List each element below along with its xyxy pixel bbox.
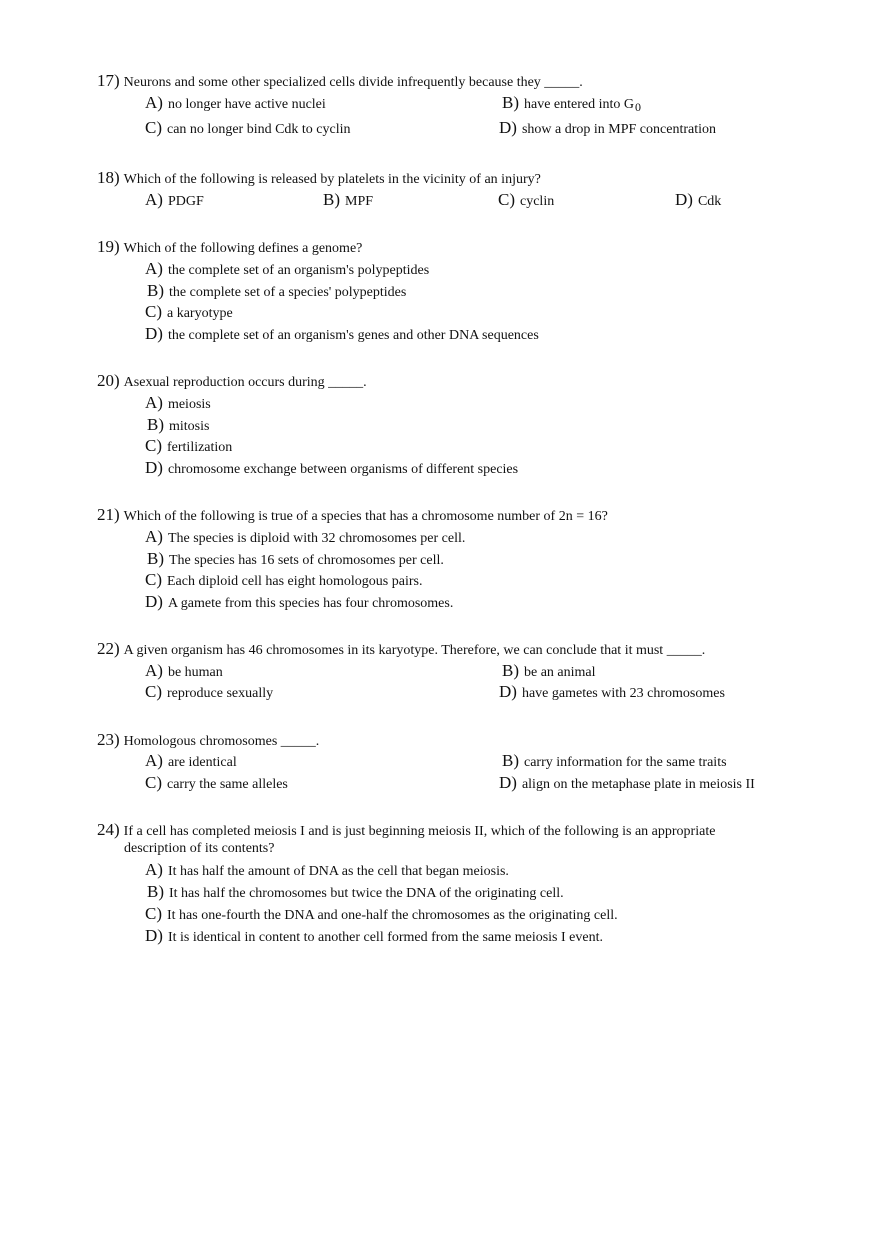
option-text: MPF: [345, 194, 374, 209]
option-text: a karyotype: [167, 306, 233, 321]
option-b[interactable]: [147, 883, 564, 902]
option-letter: A): [145, 259, 163, 278]
question-text: Which of the following is true of a species that has a chromosome number of 2n = 16?: [123, 509, 608, 524]
option-c[interactable]: [145, 905, 618, 924]
option-letter: D): [499, 773, 517, 792]
option-text: be human: [167, 665, 223, 680]
question-text: Neurons and some other specialized cells divide infrequently because they _____.: [123, 75, 583, 90]
option-d[interactable]: [145, 459, 518, 478]
question-number: 24): [97, 820, 120, 839]
option-text: have gametes with 23 chromosomes: [521, 686, 725, 701]
option-text: fertilization: [167, 440, 233, 455]
option-subscript: 0: [635, 100, 642, 114]
option-text: the complete set of an organism's polypeptides: [167, 263, 430, 278]
question-number: 17): [97, 71, 120, 90]
option-text: It is identical in content to another cell formed from the same meiosis I event.: [167, 930, 603, 945]
question-stem: [97, 238, 747, 257]
option-a[interactable]: [145, 861, 509, 880]
option-c[interactable]: [145, 774, 288, 793]
question-text: A given organism has 46 chromosomes in its karyotype. Therefore, we can conclude that it must _____.: [123, 643, 706, 658]
option-letter: C): [145, 682, 162, 701]
option-letter: B): [147, 415, 164, 434]
question-number: 21): [97, 505, 120, 524]
option-text: PDGF: [167, 194, 204, 209]
option-b[interactable]: [147, 550, 444, 569]
option-text: no longer have active nuclei: [167, 97, 326, 112]
option-letter: B): [147, 549, 164, 568]
question-stem: [97, 506, 747, 525]
option-a[interactable]: [145, 260, 429, 279]
option-text: can no longer bind Cdk to cyclin: [167, 122, 351, 137]
question-text: If a cell has completed meiosis I and is just beginning meiosis II, which of the following is an appropriate: [123, 824, 716, 839]
option-text: It has half the chromosomes but twice the DNA of the originating cell.: [169, 886, 564, 901]
option-letter: D): [675, 190, 693, 209]
question-text: Which of the following defines a genome?: [123, 241, 363, 256]
option-b[interactable]: [502, 94, 641, 113]
option-a[interactable]: [145, 94, 326, 113]
question-stem: [97, 731, 747, 750]
option-letter: D): [499, 682, 517, 701]
option-b[interactable]: [147, 416, 209, 435]
option-letter: A): [145, 393, 163, 412]
option-text: the complete set of a species' polypeptides: [169, 285, 407, 300]
option-c[interactable]: [498, 191, 554, 210]
option-text: It has one-fourth the DNA and one-half the chromosomes as the originating cell.: [167, 908, 618, 923]
option-letter: C): [145, 904, 162, 923]
question-stem: [97, 72, 747, 91]
option-b[interactable]: [323, 191, 373, 210]
option-letter: D): [145, 592, 163, 611]
option-b[interactable]: [147, 282, 406, 301]
option-letter: B): [502, 661, 519, 680]
option-letter: D): [145, 458, 163, 477]
option-d[interactable]: [499, 683, 725, 702]
option-letter: A): [145, 661, 163, 680]
question-stem: [97, 372, 747, 391]
option-d[interactable]: [499, 119, 716, 138]
option-text: the complete set of an organism's genes and other DNA sequences: [167, 328, 539, 343]
option-text: chromosome exchange between organisms of different species: [167, 462, 519, 477]
option-letter: B): [502, 93, 519, 112]
question-stem: [97, 640, 747, 659]
option-c[interactable]: [145, 119, 351, 138]
option-letter: B): [147, 882, 164, 901]
option-c[interactable]: [145, 437, 232, 456]
option-letter: B): [147, 281, 164, 300]
question-number: 22): [97, 639, 120, 658]
option-d[interactable]: [145, 325, 539, 344]
option-text: The species is diploid with 32 chromosomes per cell.: [167, 531, 466, 546]
option-d[interactable]: [675, 191, 721, 210]
option-a[interactable]: [145, 528, 465, 547]
option-a[interactable]: [145, 191, 204, 210]
option-letter: A): [145, 190, 163, 209]
option-letter: D): [145, 926, 163, 945]
option-a[interactable]: [145, 394, 211, 413]
option-text: carry information for the same traits: [524, 755, 727, 770]
option-b[interactable]: [502, 662, 596, 681]
question-number: 18): [97, 168, 120, 187]
option-a[interactable]: [145, 662, 223, 681]
option-letter: C): [145, 773, 162, 792]
option-text: Each diploid cell has eight homologous pairs.: [167, 574, 423, 589]
option-a[interactable]: [145, 752, 237, 771]
option-text: be an animal: [524, 665, 596, 680]
option-letter: C): [145, 118, 162, 137]
option-d[interactable]: [145, 593, 453, 612]
option-c[interactable]: [145, 683, 273, 702]
option-letter: C): [145, 570, 162, 589]
question-text: Asexual reproduction occurs during _____.: [123, 375, 367, 390]
option-letter: A): [145, 751, 163, 770]
option-letter: A): [145, 527, 163, 546]
option-d[interactable]: [145, 927, 603, 946]
option-text: are identical: [167, 755, 237, 770]
question-stem: [97, 821, 747, 857]
option-text: align on the metaphase plate in meiosis II: [521, 777, 755, 792]
option-text: It has half the amount of DNA as the cell that began meiosis.: [167, 864, 509, 879]
option-text: The species has 16 sets of chromosomes per cell.: [169, 553, 444, 568]
option-letter: C): [145, 302, 162, 321]
question-number: 20): [97, 371, 120, 390]
option-d[interactable]: [499, 774, 755, 793]
question-stem: [97, 169, 747, 188]
option-text: carry the same alleles: [167, 777, 288, 792]
option-c[interactable]: [145, 571, 422, 590]
option-letter: A): [145, 93, 163, 112]
option-text: mitosis: [169, 419, 210, 434]
option-text: Cdk: [697, 194, 722, 209]
option-b[interactable]: [502, 752, 727, 771]
question-text: Homologous chromosomes _____.: [123, 734, 320, 749]
option-letter: B): [502, 751, 519, 770]
option-text: show a drop in MPF concentration: [521, 122, 716, 137]
option-text: have entered into G: [524, 97, 635, 112]
question-text: Which of the following is released by platelets in the vicinity of an injury?: [123, 172, 541, 187]
option-text: A gamete from this species has four chromosomes.: [167, 596, 454, 611]
option-letter: C): [498, 190, 515, 209]
question-text-continued: description of its contents?: [124, 841, 275, 856]
option-letter: B): [323, 190, 340, 209]
option-text: meiosis: [167, 397, 211, 412]
option-letter: A): [145, 860, 163, 879]
question-number: 23): [97, 730, 120, 749]
option-letter: D): [499, 118, 517, 137]
option-letter: C): [145, 436, 162, 455]
option-letter: D): [145, 324, 163, 343]
question-number: 19): [97, 237, 120, 256]
option-c[interactable]: [145, 303, 233, 322]
option-text: cyclin: [520, 194, 555, 209]
option-text: reproduce sexually: [167, 686, 274, 701]
